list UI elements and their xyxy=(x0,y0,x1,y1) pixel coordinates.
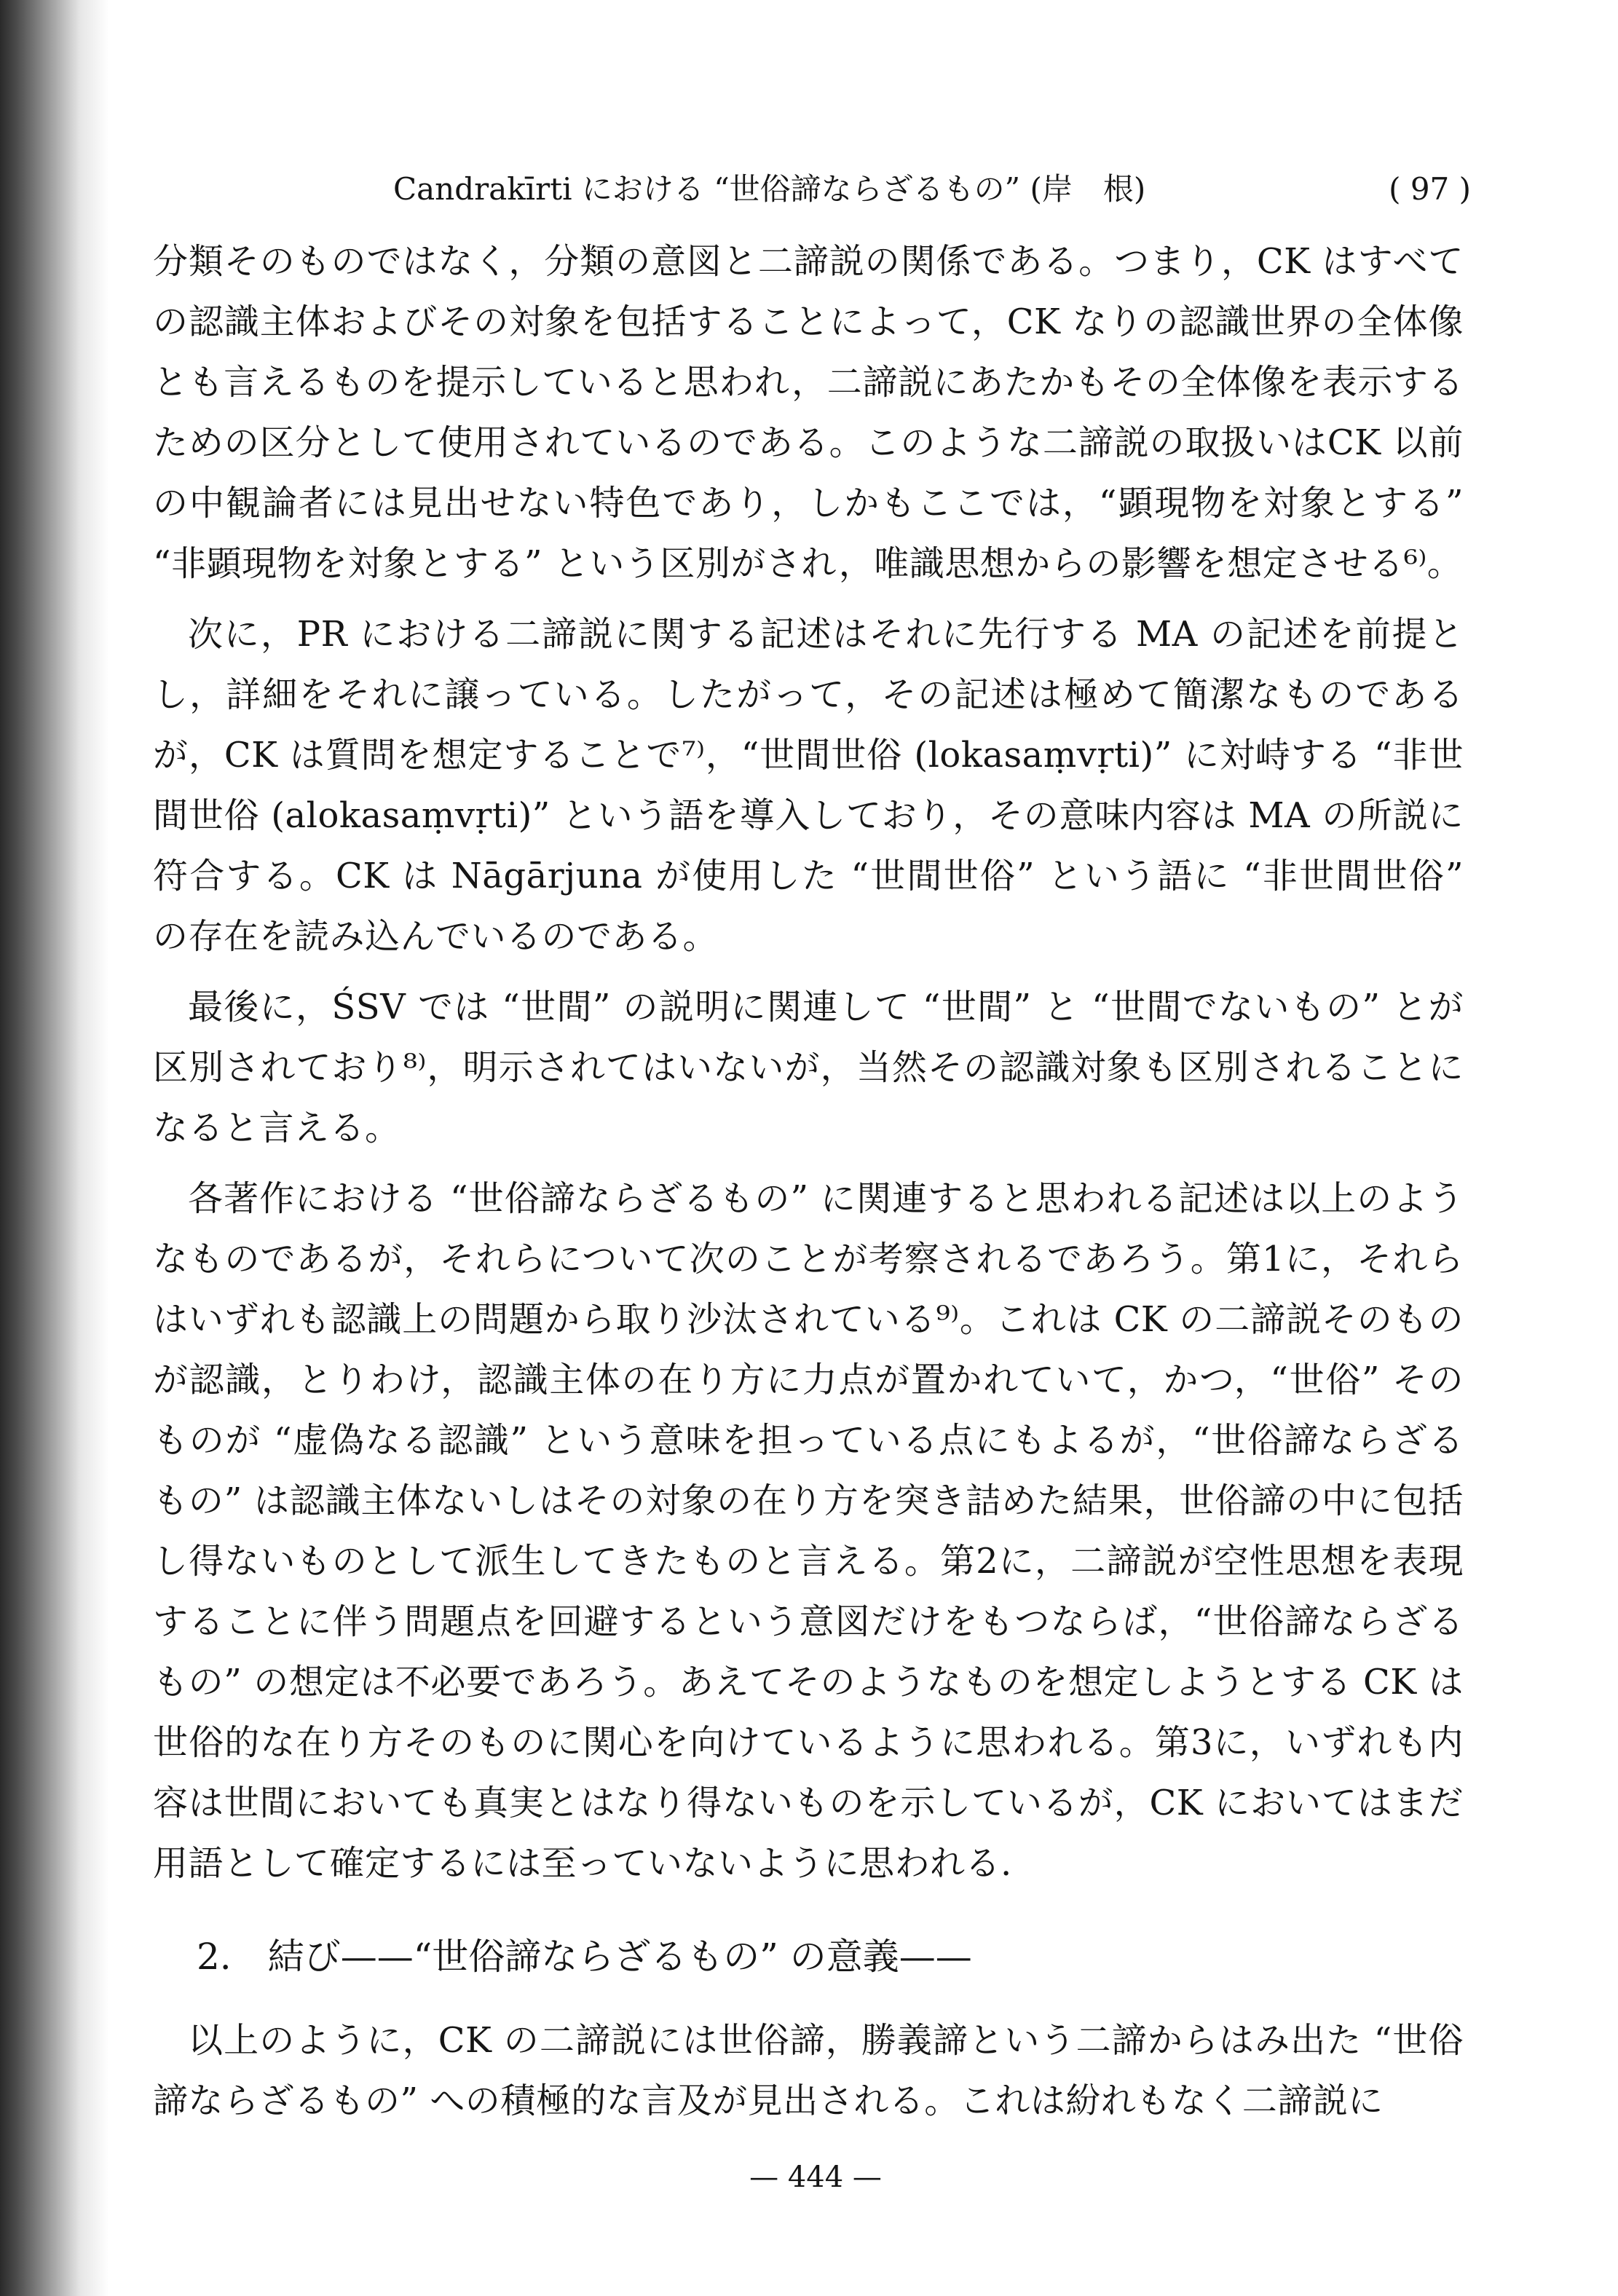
footer-page-number: — 444 — xyxy=(749,2161,882,2194)
paragraph-4: 各著作における “世俗諦ならざるもの” に関連すると思われる記述は以上のようなものであるが，それらについて次のことが考察されるであろう。第1に，それらはいずれも認識上の問題から取り沙汰されている⁹⁾。これは CK の二諦説そのものが認識，とりわけ，認識主体の在り方に力点が置かれていて，かつ，“世俗” そのものが “虚偽なる認識” という意味を担っている点にもよるが，“世俗諦ならざるもの” は認識主体ないしはその対象の在り方を突き詰めた結果，世俗諦の中に包括し得ないものとして派生してきたものと言える。第2に，二諦説が空性思想を表現することに伴う問題点を回避するという意図だけをもつならば，“世俗諦ならざるもの” の想定は不必要であろう。あえてそのようなものを想定しようとする CK は世俗的な在り方そのものに関心を向けているように思われる。第3に，いずれも内容は世間においても真実とはなり得ないものを示しているが，CK においてはまだ用語として確定するには至っていないように思われる. xyxy=(153,1178,1464,1884)
section-heading: 2. 結び——“世俗諦ならざるもの” の意義—— xyxy=(197,1936,972,1978)
running-head-title: Candrakīrti における “世俗諦ならざるもの” (岸 根) xyxy=(393,171,1146,207)
paragraph-1: 分類そのものではなく，分類の意図と二諦説の関係である。つまり，CK はすべての認識主体およびその対象を包括することによって，CK なりの認識世界の全体像とも言えるものを提示していると思われ，二諦説にあたかもその全体像を表示するための区分として使用されているのである。このような二諦説の取扱いはCK 以前の中観論者には見出せない特色であり，しかもここでは，“顕現物を対象とする” “非顕現物を対象とする” という区別がされ，唯識思想からの影響を想定させる⁶⁾。 xyxy=(153,241,1464,584)
running-head-page-number: ( 97 ) xyxy=(1389,171,1471,207)
book-spine-shadow xyxy=(0,0,80,2296)
paragraph-2: 次に，PR における二諦説に関する記述はそれに先行する MA の記述を前提とし，詳細をそれに譲っている。したがって，その記述は極めて簡潔なものであるが，CK は質問を想定することで⁷⁾，“世間世俗 (lokasaṃvṛti)” に対峙する “非世間世俗 (alokasaṃvṛti)” という語を導入しており，その意味内容は MA の所説に符合する。CK は Nāgārjuna が使用した “世間世俗” という語に “非世間世俗” の存在を読み込んでいるのである。 xyxy=(153,614,1464,957)
running-head xyxy=(379,164,1471,215)
closing-paragraph: 以上のように，CK の二諦説には世俗諦，勝義諦という二諦からはみ出た “世俗諦ならざるもの” への積極的な言及が見出される。これは紛れもなく二諦説に xyxy=(153,2020,1464,2121)
page-gutter xyxy=(80,0,109,2296)
paragraph-3: 最後に，ŚSV では “世間” の説明に関連して “世間” と “世間でないもの” とが区別されており⁸⁾，明示されてはいないが，当然その認識対象も区別されることになると言える。 xyxy=(153,987,1464,1148)
body-text xyxy=(153,232,1464,2142)
